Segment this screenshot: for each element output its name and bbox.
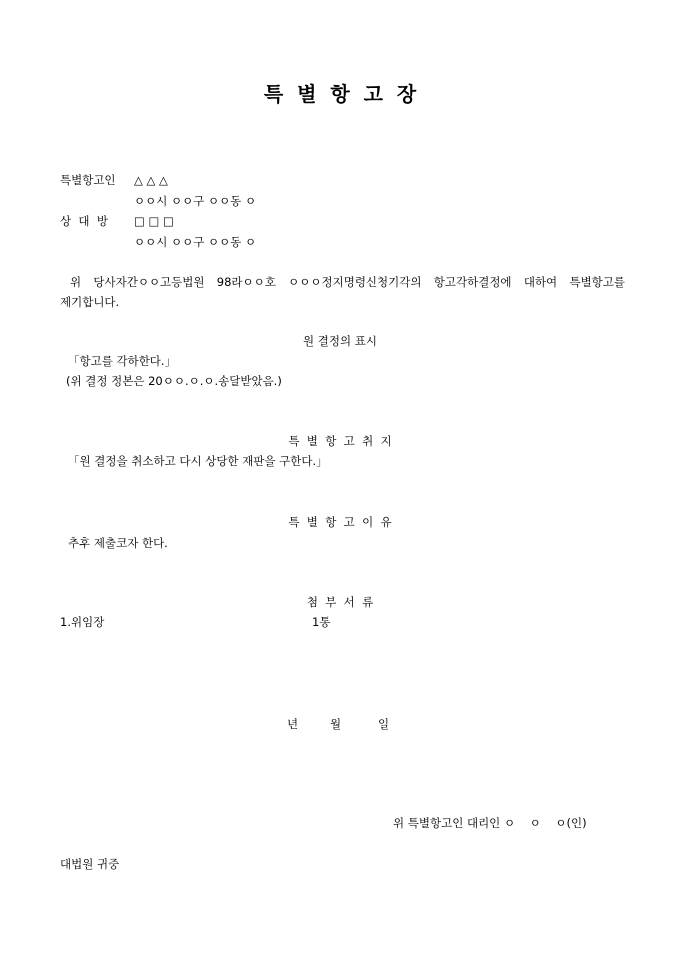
reason-heading: 특 별 항 고 이 유: [288, 515, 392, 529]
addressee: 대법원 귀중: [60, 857, 120, 871]
date-day: 일: [378, 717, 390, 731]
document-title: 특 별 항 고 장: [263, 82, 417, 106]
attachment-item-count: 1통: [312, 615, 331, 629]
respondent-label: 상 대 방: [60, 214, 108, 228]
appellant-address: ㅇㅇ시 ㅇㅇ구 ㅇㅇ동 ㅇ: [134, 194, 257, 208]
appellant-name: △ △ △: [134, 173, 168, 187]
signature-line: 위 특별항고인 대리인 ㅇ ㅇ ㅇ(인): [393, 816, 587, 830]
date-month: 월: [330, 717, 342, 731]
reason-text: 추후 제출코자 한다.: [68, 536, 168, 550]
original-decision-text: 「항고를 각하한다.」: [68, 354, 177, 368]
respondent-address: ㅇㅇ시 ㅇㅇ구 ㅇㅇ동 ㅇ: [134, 235, 257, 249]
original-decision-heading: 원 결정의 표시: [303, 334, 377, 348]
purpose-text: 「원 결정을 취소하고 다시 상당한 재판을 구한다.」: [68, 454, 328, 468]
appellant-label: 특별항고인: [60, 173, 116, 187]
respondent-name: □ □ □: [134, 214, 174, 228]
original-decision-note: (위 결정 정본은 20ㅇㅇ.ㅇ.ㅇ.송달받았음.): [66, 374, 282, 388]
attachments-heading: 첨 부 서 류: [306, 595, 374, 609]
date-year: 년: [287, 717, 299, 731]
attachment-item-name: 1.위임장: [60, 615, 105, 629]
purpose-heading: 특 별 항 고 취 지: [288, 434, 392, 448]
intro-paragraph: 위 당사자간ㅇㅇ고등법원 98라ㅇㅇ호 ㅇㅇㅇ정지명령신청기각의 항고각하결정에 대하여 특별항고를 제기합니다.: [60, 275, 625, 309]
